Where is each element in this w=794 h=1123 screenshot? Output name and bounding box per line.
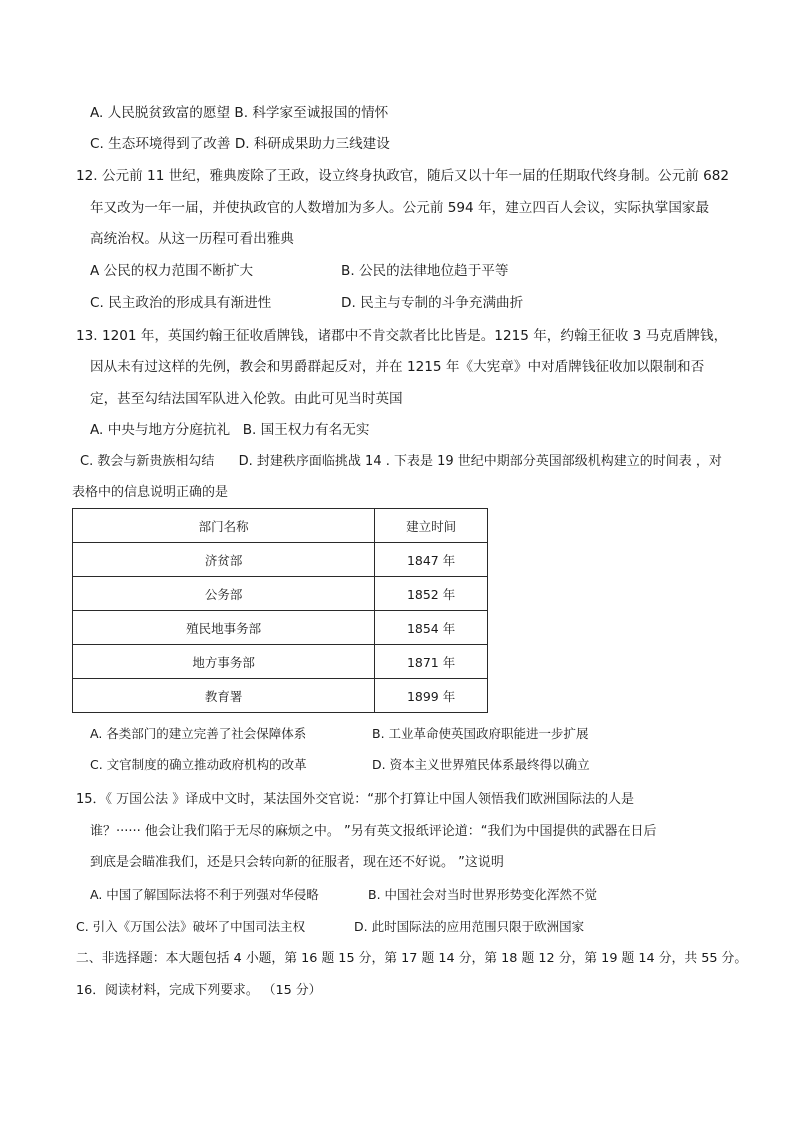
- table-cell-year: 1852 年: [375, 577, 488, 611]
- q14-option-d: D. 资本主义世界殖民体系最终得以确立: [372, 757, 590, 772]
- q14-option-a: A. 各类部门的建立完善了社会保障体系: [90, 726, 307, 741]
- q12-option-b: B. 公民的法律地位趋于平等: [341, 263, 509, 279]
- q13-stem-line-1: 13. 1201 年，英国约翰王征收盾牌钱，诸郡中不肯交款者比比皆是。1215 年，约翰王征收 3 马克盾牌钱，: [76, 328, 728, 344]
- q13-option-a: A. 中央与地方分庭抗礼: [90, 422, 231, 438]
- table-cell-year: 1899 年: [375, 679, 488, 713]
- q14-option-c: C. 文官制度的确立推动政府机构的改革: [90, 757, 307, 772]
- q15-stem-line-3: 到底是会瞄准我们，还是只会转向新的征服者，现在还不好说。 ”这说明: [90, 855, 504, 870]
- q12-stem-line-2: 年又改为一年一届，并使执政官的人数增加为多人。公元前 594 年，建立四百人会议，实际执掌国家最: [90, 200, 710, 216]
- q13-stem-line-2: 因从未有过这样的先例，教会和男爵群起反对，并在 1215 年《大宪章》中对盾牌钱征收加以限制和否: [90, 359, 705, 375]
- q15-option-c: C. 引入《万国公法》破坏了中国司法主权: [76, 919, 306, 934]
- q15-stem-line-2: 谁？······ 他会让我们陷于无尽的麻烦之中。 ”另有英文报纸评论道：“我们为中国提供的武器在日后: [90, 824, 657, 839]
- q11-option-b: B. 科学家至诚报国的情怀: [234, 105, 389, 121]
- q11-option-d: D. 科研成果助力三线建设: [234, 136, 390, 152]
- section-2-heading: 二、非选择题：本大题包括 4 小题，第 16 题 15 分，第 17 题 14 分，第 18 题 12 分，第 19 题 14 分，共 55 分。: [76, 951, 748, 966]
- table-cell-year: 1847 年: [375, 543, 488, 577]
- table-header-department: 部门名称: [73, 509, 375, 543]
- table-row: [73, 577, 488, 611]
- q11-options-row-1: [90, 104, 388, 122]
- department-table: [72, 508, 488, 713]
- q13-option-b: B. 国王权力有名无实: [242, 422, 370, 438]
- q13-options-row-1: [90, 421, 369, 439]
- table-cell-year: 1854 年: [375, 611, 488, 645]
- q11-option-a: A. 人民脱贫致富的愿望: [90, 105, 231, 121]
- q11-options-row-2: [90, 135, 390, 153]
- table-row: [73, 611, 488, 645]
- q15-option-a: A. 中国了解国际法将不利于列强对华侵略: [90, 887, 319, 902]
- q15-option-b: B. 中国社会对当时世界形势变化浑然不觉: [368, 887, 598, 902]
- table-cell-year: 1871 年: [375, 645, 488, 679]
- table-row: [73, 679, 488, 713]
- table-cell-department: 地方事务部: [73, 645, 375, 679]
- q12-option-d: D. 民主与专制的斗争充满曲折: [341, 295, 524, 311]
- table-header-row: [73, 509, 488, 543]
- q11-option-c: C. 生态环境得到了改善: [90, 136, 231, 152]
- q12-option-a: A 公民的权力范围不断扩大: [90, 263, 254, 279]
- q15-option-d: D. 此时国际法的应用范围只限于欧洲国家: [354, 919, 585, 934]
- q15-stem-line-1: 15．《 万国公法 》译成中文时，某法国外交官说：“那个打算让中国人领悟我们欧洲国际法的人是: [76, 792, 635, 807]
- table-row: [73, 543, 488, 577]
- table-cell-department: 公务部: [73, 577, 375, 611]
- q14-stem-part-1: 14 . 下表是 19 世纪中期部分英国部级机构建立的时间表 ，对: [365, 454, 722, 469]
- table-cell-department: 殖民地事务部: [73, 611, 375, 645]
- q14-stem-part-2: 表格中的信息说明正确的是: [72, 485, 229, 500]
- table-header-year: 建立时间: [375, 509, 488, 543]
- table-row: [73, 645, 488, 679]
- q14-option-b: B. 工业革命使英国政府职能进一步扩展: [372, 726, 589, 741]
- q13-option-d: D. 封建秩序面临挑战: [238, 454, 361, 469]
- q13-option-c: C. 教会与新贵族相勾结: [80, 454, 215, 469]
- q16-stem: 16．阅读材料，完成下列要求。 （15 分）: [76, 983, 322, 998]
- q12-stem-line-1: 12. 公元前 11 世纪，雅典废除了王政，设立终身执政官，随后又以十年一届的任期取代终身制。公元前 682: [76, 168, 730, 184]
- q13-stem-line-3: 定，甚至勾结法国军队进入伦敦。由此可见当时英国: [90, 391, 403, 407]
- q13-options-row-2: [80, 453, 722, 471]
- q12-stem-line-3: 高统治权。从这一历程可看出雅典: [90, 231, 294, 247]
- q12-option-c: C. 民主政治的形成具有渐进性: [90, 295, 272, 311]
- table-cell-department: 教育署: [73, 679, 375, 713]
- table-cell-department: 济贫部: [73, 543, 375, 577]
